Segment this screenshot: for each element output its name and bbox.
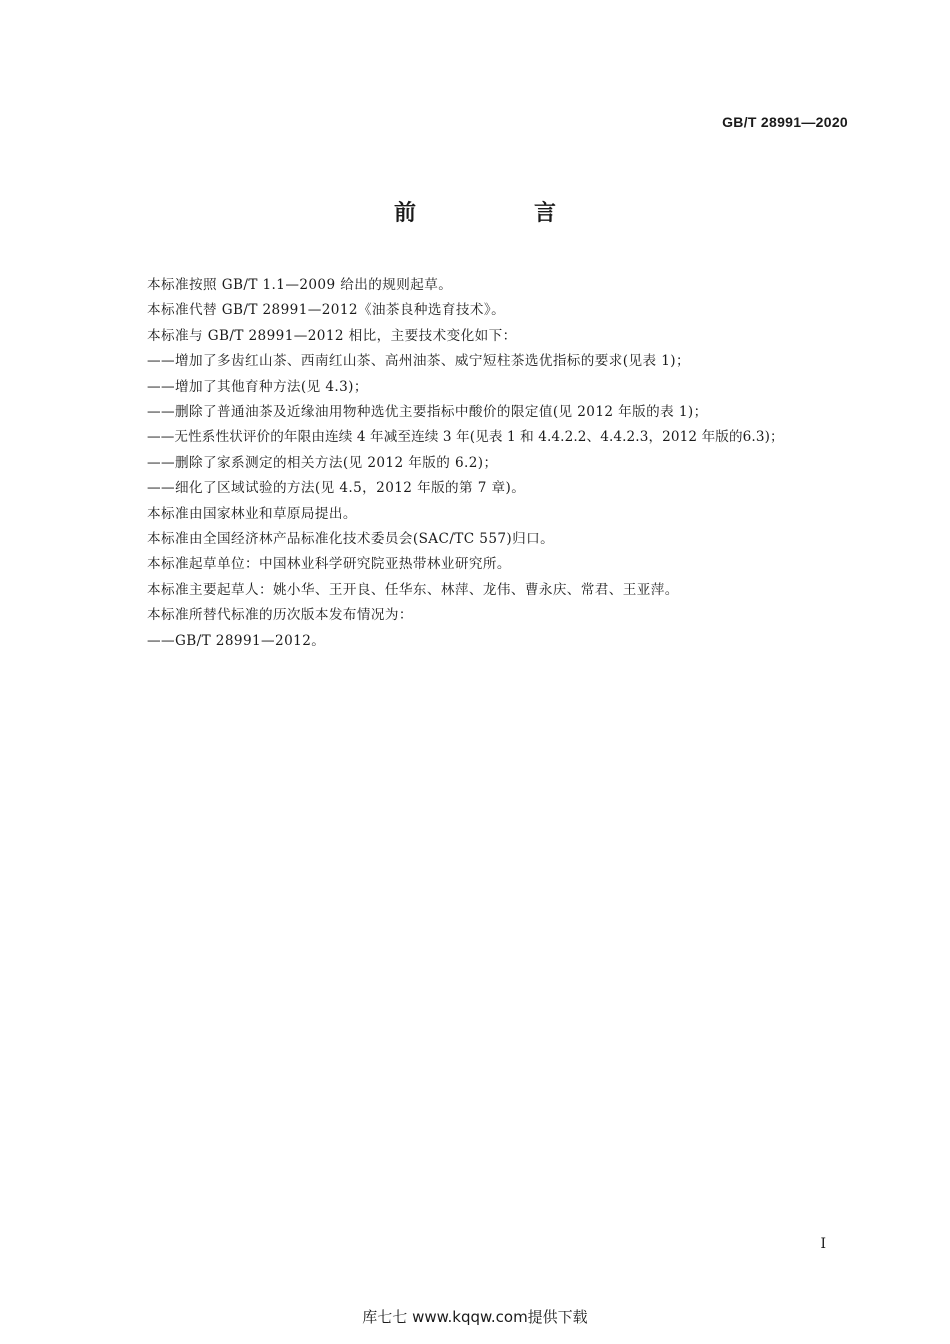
document-body bbox=[147, 273, 867, 654]
paragraph-line: 本标准主要起草人：姚小华、王开良、任华东、林萍、龙伟、曹永庆、常君、王亚萍。 bbox=[147, 581, 679, 598]
paragraph-line: 本标准由国家林业和草原局提出。 bbox=[147, 505, 357, 522]
change-item: ——增加了其他育种方法(见 4.3)； bbox=[147, 378, 368, 395]
page-title: 前 言 bbox=[393, 200, 604, 226]
version-item: ——GB/T 28991—2012。 bbox=[147, 632, 326, 649]
change-item: ——删除了家系测定的相关方法(见 2012 年版的 6.2)； bbox=[147, 454, 498, 471]
change-item: ——删除了普通油茶及近缘油用物种选优主要指标中酸价的限定值(见 2012 年版的表 1)； bbox=[147, 404, 708, 421]
paragraph-line: 本标准由全国经济林产品标准化技术委员会(SAC/TC 557)归口。 bbox=[147, 531, 555, 548]
standard-code: GB/T 28991—2020 bbox=[722, 114, 848, 130]
change-item: ——细化了区域试验的方法(见 4.5，2012 年版的第 7 章)。 bbox=[147, 480, 526, 497]
paragraph-line: 本标准所替代标准的历次版本发布情况为： bbox=[147, 607, 413, 624]
paragraph-line: 本标准起草单位：中国林业科学研究院亚热带林业研究所。 bbox=[147, 556, 511, 573]
download-footer: 库七七 www.kqqw.com提供下载 bbox=[362, 1308, 588, 1326]
paragraph-line: 本标准代替 GB/T 28991—2012《油茶良种选育技术》。 bbox=[147, 302, 506, 319]
change-item: ——无性系性状评价的年限由连续 4 年减至连续 3 年(见表 1 和 4.4.2.2、4.4.2.3，2012 年版的6.3)； bbox=[147, 429, 784, 446]
paragraph-line: 本标准按照 GB/T 1.1—2009 给出的规则起草。 bbox=[147, 277, 453, 293]
change-item: ——增加了多齿红山茶、西南红山茶、高州油茶、威宁短柱茶选优指标的要求(见表 1)； bbox=[147, 353, 690, 370]
page-number: I bbox=[820, 1236, 826, 1252]
paragraph-line: 本标准与 GB/T 28991—2012 相比，主要技术变化如下： bbox=[147, 327, 517, 344]
